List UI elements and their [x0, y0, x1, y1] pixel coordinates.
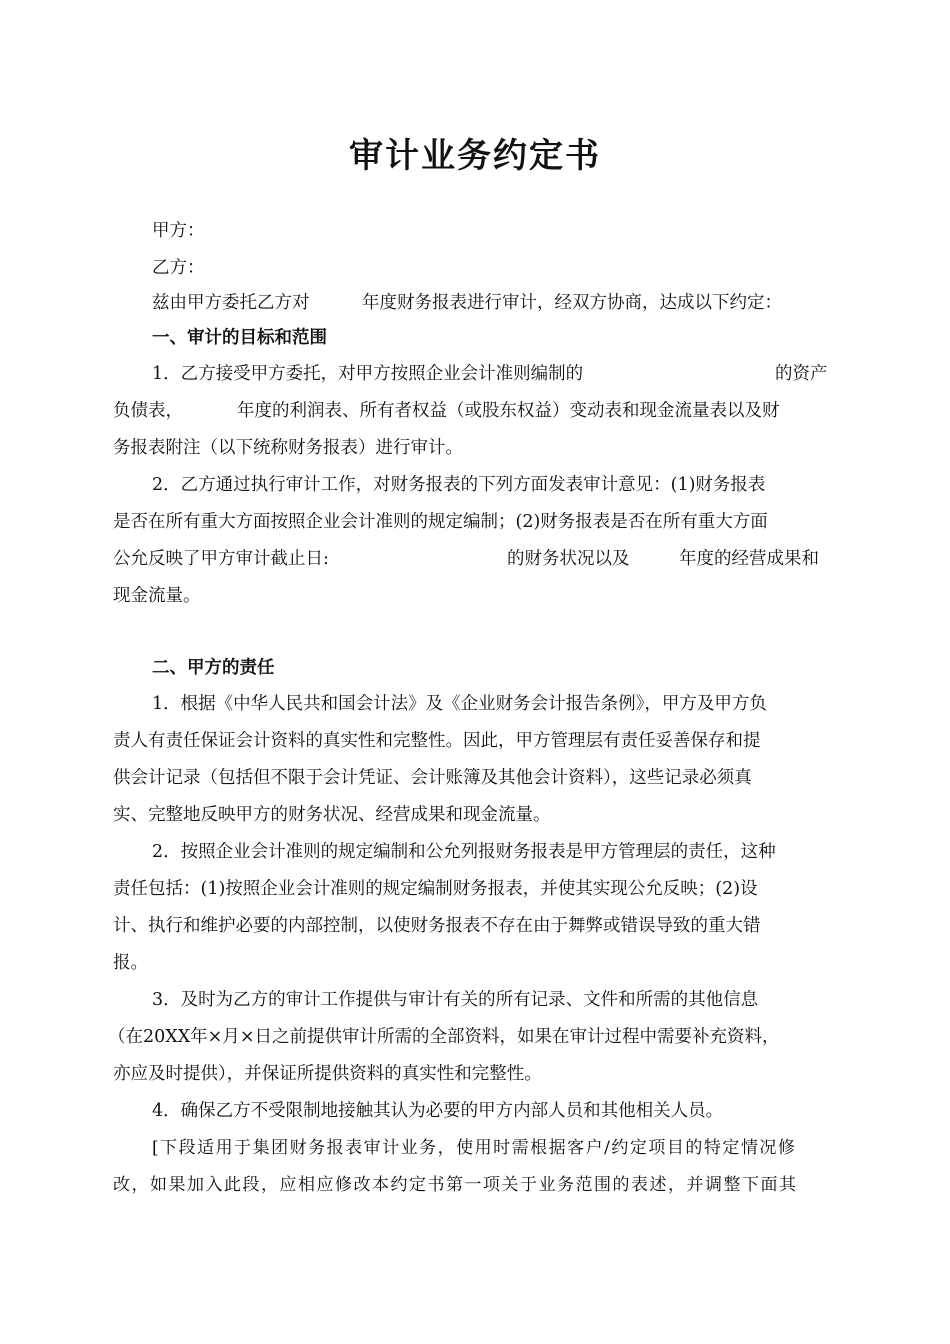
intro-part-1: 兹由甲方委托乙方对 [152, 293, 310, 313]
s1-p2-line-1: 2．乙方通过执行审计工作，对财务报表的下列方面发表审计意见：(1)财务报表 [152, 475, 766, 495]
s2-p2-line-2: 责任包括：(1)按照企业会计准则的规定编制财务报表，并使其实现公允反映；(2)设 [113, 879, 758, 899]
s1-p2-line-4: 现金流量。 [113, 586, 201, 606]
s2-note-line-1: [下段适用于集团财务报表审计业务，使用时需根据客户/约定项目的特定情况修 [152, 1138, 797, 1158]
intro-part-2: 年度财务报表进行审计，经双方协商，达成以下约定： [362, 293, 782, 313]
s1-p2-line-3a: 公允反映了甲方审计截止日: [113, 549, 329, 569]
s2-p1-line-3: 供会计记录（包括但不限于会计凭证、会计账簿及其他会计资料），这些记录必须真 [113, 768, 752, 788]
s1-p1-line-2a: 负债表， [113, 401, 183, 421]
s2-p2-line-3: 计、执行和维护必要的内部控制，以使财务报表不存在由于舞弊或错误导致的重大错 [113, 916, 761, 936]
s1-p1-line-3: 务报表附注（以下统称财务报表）进行审计。 [113, 438, 463, 458]
s2-p3-line-2: （在20XX年×月×日之前提供审计所需的全部资料，如果在审计过程中需要补充资料， [108, 1027, 780, 1047]
s1-p1-line-1a: 1．乙方接受甲方委托，对甲方按照企业会计准则编制的 [152, 364, 584, 384]
s2-p3-line-1: 3．及时为乙方的审计工作提供与审计有关的所有记录、文件和所需的其他信息 [152, 990, 759, 1010]
s2-p2-line-1: 2．按照企业会计准则的规定编制和公允列报财务报表是甲方管理层的责任，这种 [152, 842, 776, 862]
s1-p2-line-2: 是否在所有重大方面按照企业会计准则的规定编制；(2)财务报表是否在所有重大方面 [113, 512, 768, 532]
document-title: 审计业务约定书 [349, 136, 601, 176]
s1-p2-line-3c: 年度的经营成果和 [679, 549, 819, 569]
party-b-label: 乙方： [152, 258, 205, 278]
s1-p2-line-3b: 的财务状况以及 [507, 549, 630, 569]
s1-p1-line-1b: 的资产 [775, 364, 828, 384]
s2-p2-line-4: 报。 [113, 953, 148, 973]
s2-p1-line-2: 责人有责任保证会计资料的真实性和完整性。因此，甲方管理层有责任妥善保存和提 [113, 731, 761, 751]
s2-p4-line: 4．确保乙方不受限制地接触其认为必要的甲方内部人员和其他相关人员。 [152, 1101, 724, 1121]
s2-p1-line-4: 实、完整地反映甲方的财务状况、经营成果和现金流量。 [113, 805, 551, 825]
s2-p3-line-3: 亦应及时提供），并保证所提供资料的真实性和完整性。 [113, 1064, 542, 1084]
s2-p1-line-1: 1．根据《中华人民共和国会计法》及《企业财务会计报告条例》，甲方及甲方负 [152, 694, 767, 714]
section-2-heading: 二、甲方的责任 [152, 658, 275, 678]
section-1-heading: 一、审计的目标和范围 [152, 328, 327, 348]
party-a-label: 甲方： [152, 221, 205, 241]
s1-p1-line-2b: 年度的利润表、所有者权益（或股东权益）变动表和现金流量表以及财 [237, 401, 780, 421]
s2-note-line-2: 改，如果加入此段，应相应修改本约定书第一项关于业务范围的表述，并调整下面其 [113, 1175, 798, 1195]
